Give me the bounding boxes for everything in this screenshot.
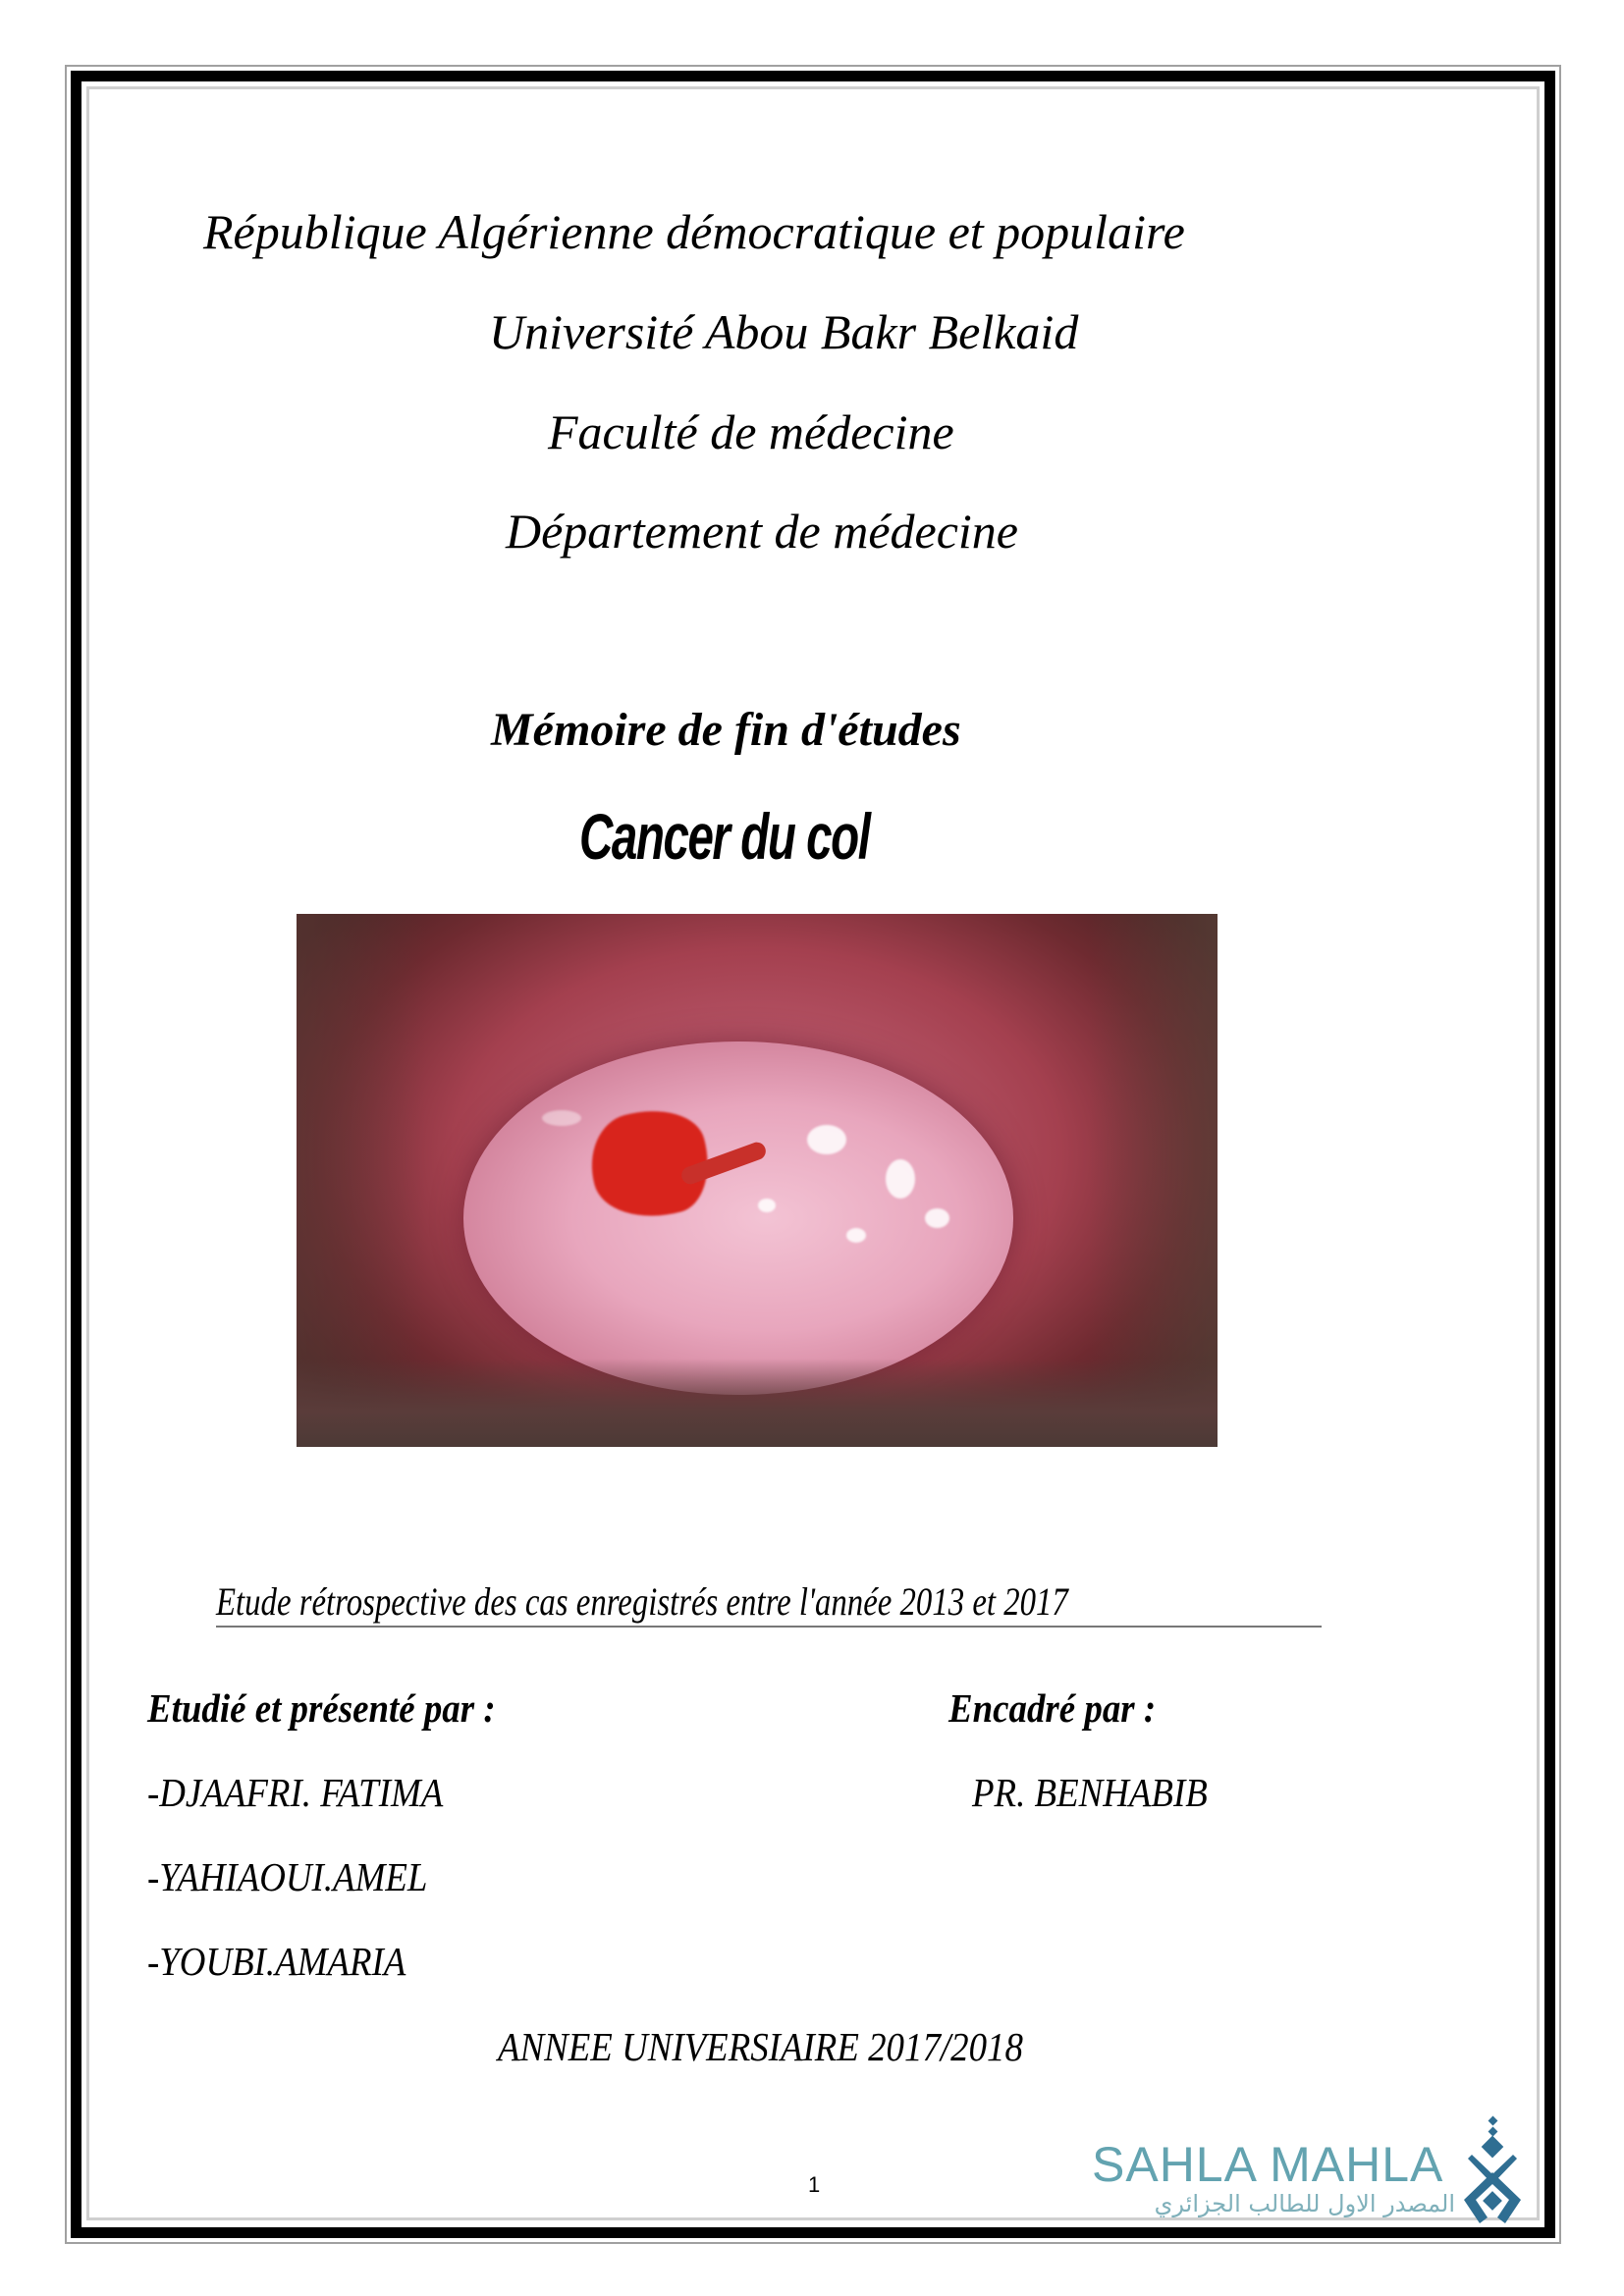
author-name: -DJAAFRI. FATIMA xyxy=(147,1770,444,1815)
page-number: 1 xyxy=(808,2172,821,2197)
cover-photo xyxy=(297,914,1218,1447)
logo-emblem-icon xyxy=(1458,2115,1529,2228)
thesis-type: Mémoire de fin d'études xyxy=(491,704,961,756)
supervisor-name: PR. BENHABIB xyxy=(972,1770,1208,1815)
author-name: -YAHIAOUI.AMEL xyxy=(147,1854,428,1899)
university-heading: Université Abou Bakr Belkaid xyxy=(489,304,1079,359)
sahla-mahla-logo xyxy=(1092,2137,1455,2217)
authors-label: Etudié et présenté par : xyxy=(147,1685,496,1731)
academic-year: ANNEE UNIVERSIAIRE 2017/2018 xyxy=(498,2024,1023,2069)
logo-brand: SAHLA MAHLA xyxy=(1092,2137,1444,2192)
thesis-subtitle: Etude rétrospective des cas enregistrés entre l'année 2013 et 2017 xyxy=(216,1579,1068,1624)
author-name: -YOUBI.AMARIA xyxy=(147,1939,406,1984)
department-heading: Département de médecine xyxy=(506,504,1018,559)
subtitle-underline xyxy=(216,1626,1322,1628)
logo-tagline: المصدر الاول للطالب الجزائري xyxy=(1154,2190,1455,2217)
thesis-title: Cancer du col xyxy=(579,800,870,873)
supervisor-label: Encadré par : xyxy=(948,1685,1157,1731)
country-heading: République Algérienne démocratique et populaire xyxy=(203,204,1185,259)
faculty-heading: Faculté de médecine xyxy=(548,404,954,459)
